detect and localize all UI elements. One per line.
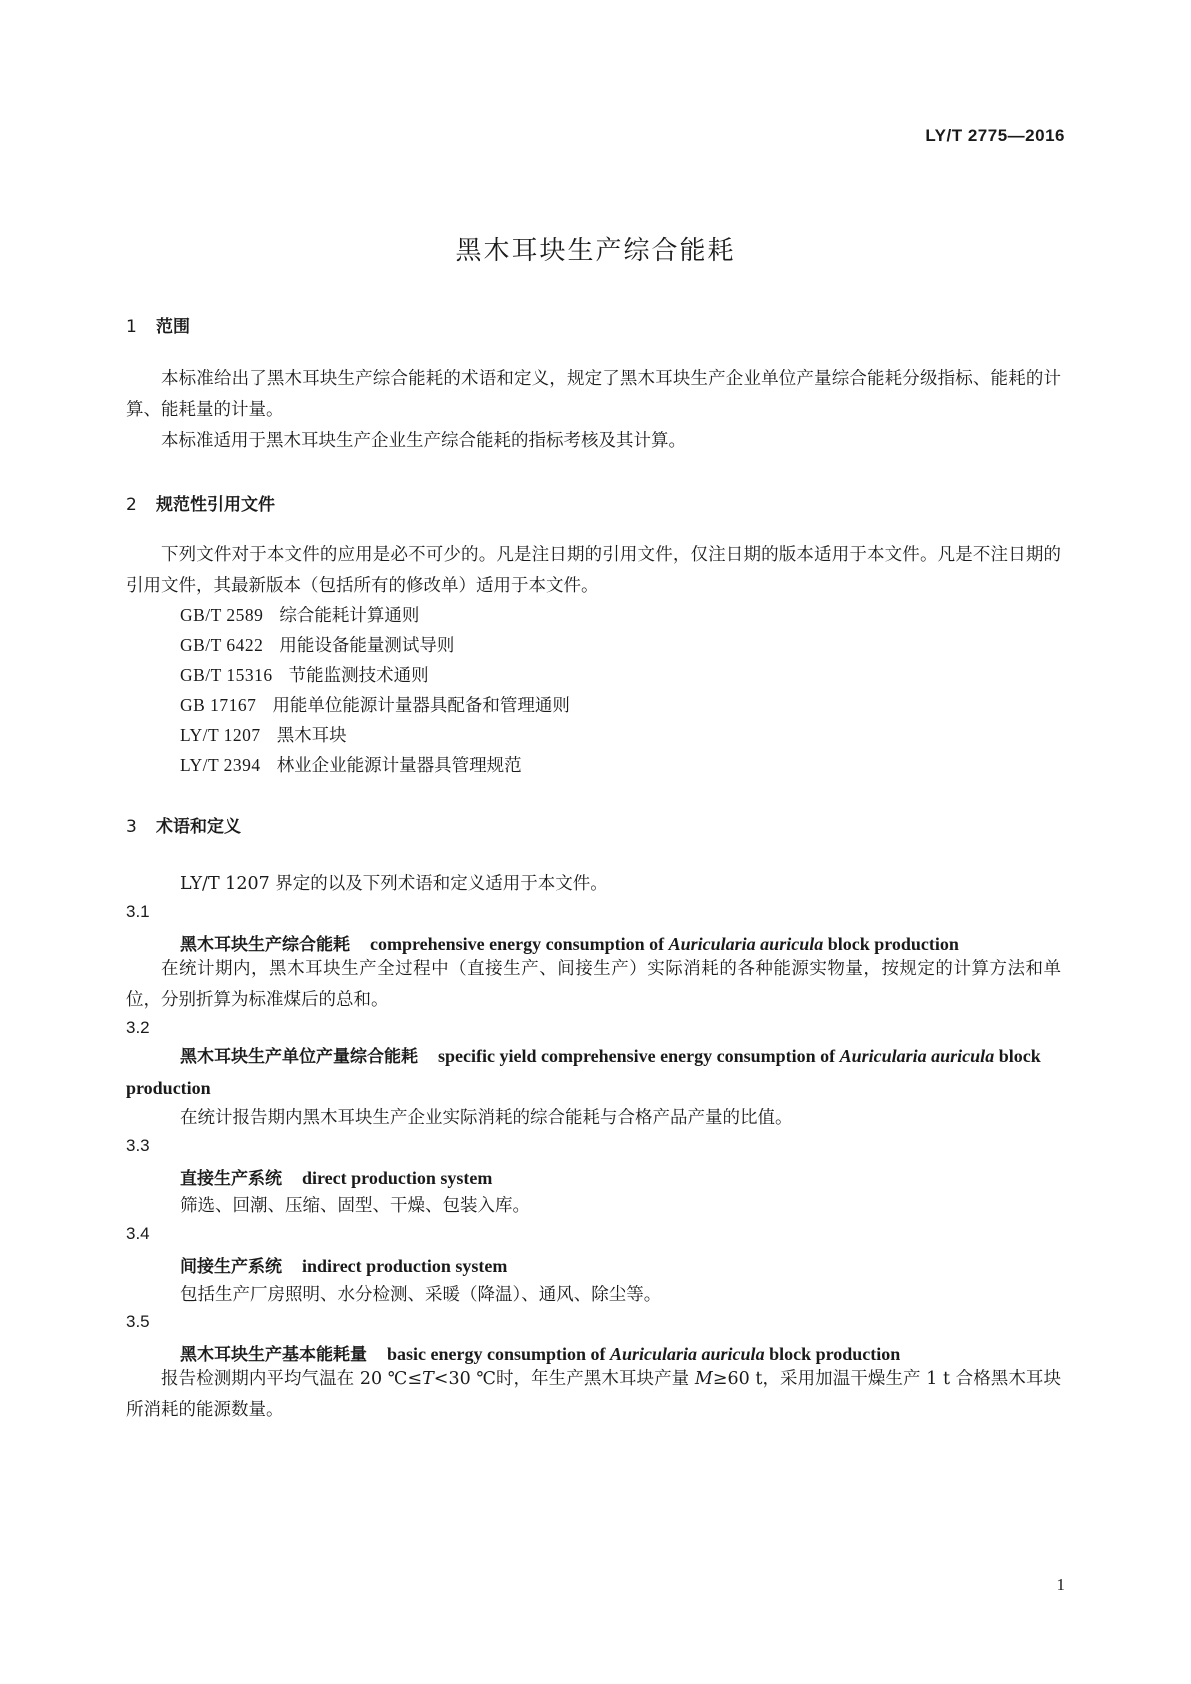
- clause-number: 3.4: [126, 1224, 150, 1243]
- reference-item: [180, 722, 347, 747]
- clause-number: 3.1: [126, 902, 150, 921]
- section-number: 2: [126, 495, 137, 515]
- section-number: 1: [126, 317, 137, 337]
- term-chinese: 黑木耳块生产基本能耗量: [180, 1345, 367, 1365]
- reference-code: GB/T 15316: [180, 665, 273, 685]
- reference-item: [180, 632, 454, 657]
- section-heading-scope: [126, 312, 190, 337]
- term-entry: [180, 930, 959, 955]
- definition-text: 报告检测期内平均气温在 20 ℃≤: [161, 1369, 423, 1389]
- scope-paragraph-1: 本标准给出了黑木耳块生产综合能耗的术语和定义，规定了黑木耳块生产企业单位产量综合能耗分级指标、能耗的计算、能耗量的计量。: [126, 369, 1061, 420]
- term-chinese: 间接生产系统: [180, 1257, 282, 1277]
- term-chinese: 黑木耳块生产单位产量综合能耗: [180, 1047, 418, 1067]
- page-title: 黑木耳块生产综合能耗: [455, 236, 736, 266]
- reference-item: [180, 752, 522, 777]
- reference-item: [180, 662, 429, 687]
- term-definition: [126, 1364, 1061, 1426]
- term-entry: [180, 1164, 492, 1189]
- reference-item: [180, 602, 419, 627]
- term-english: direct production system: [302, 1168, 493, 1188]
- term-chinese: 直接生产系统: [180, 1169, 282, 1189]
- reference-code: GB 17167: [180, 695, 257, 715]
- term-definition: 筛选、回潮、压缩、固型、干燥、包装入库。: [180, 1196, 530, 1216]
- term-english-part: basic energy consumption of: [387, 1344, 606, 1364]
- section-title: 术语和定义: [156, 817, 241, 837]
- section-heading-terms-definitions: [126, 812, 241, 837]
- term-english-part: block production: [827, 934, 959, 954]
- term-entry: [180, 1340, 900, 1365]
- term-english-italic: Auricularia auricula: [668, 934, 824, 954]
- reference-title: 黑木耳块: [276, 726, 347, 746]
- clause-number: 3.5: [126, 1312, 150, 1331]
- term-english-italic: Auricularia auricula: [610, 1344, 765, 1364]
- term-english-part: comprehensive energy consumption of: [370, 934, 665, 954]
- reference-code: GB/T 6422: [180, 635, 264, 655]
- standard-code: LY/T 2775—2016: [925, 126, 1065, 145]
- reference-title: 用能设备能量测试导则: [279, 636, 455, 656]
- term-english-part: block production: [126, 1046, 1041, 1098]
- term-chinese: 黑木耳块生产综合能耗: [180, 935, 350, 955]
- scope-paragraph-2: 本标准适用于黑木耳块生产企业生产综合能耗的指标考核及其计算。: [161, 431, 686, 451]
- term-entry: [180, 1252, 507, 1277]
- term-english: [387, 1344, 900, 1364]
- page-number: 1: [1056, 1575, 1065, 1594]
- terms-intro: LY/T 1207 界定的以及下列术语和定义适用于本文件。: [180, 874, 608, 894]
- definition-text: <30 ℃时，年生产黑木耳块产量: [433, 1369, 695, 1389]
- definition-text: ≥60 t，采用加温干燥生产 1 t 合格黑木耳块所消耗的能源数量。: [126, 1369, 1061, 1420]
- section-number: 3: [126, 817, 137, 837]
- reference-title: 节能监测技术通则: [288, 666, 429, 686]
- term-english: indirect production system: [302, 1256, 508, 1276]
- term-definition: 包括生产厂房照明、水分检测、采暖（降温）、通风、除尘等。: [180, 1285, 662, 1305]
- section-heading-normative-references: [126, 490, 275, 515]
- term-english-part: specific yield comprehensive energy consumption of: [438, 1046, 836, 1066]
- clause-number: 3.2: [126, 1018, 150, 1037]
- term-english-part: block production: [769, 1344, 901, 1364]
- reference-item: [180, 692, 570, 717]
- clause-number: 3.3: [126, 1136, 150, 1155]
- term-definition: 在统计期内，黑木耳块生产全过程中（直接生产、间接生产）实际消耗的各种能源实物量，按规定的计算方法和单位，分别折算为标准煤后的总和。: [126, 959, 1061, 1010]
- term-entry: [126, 1041, 1061, 1105]
- section-title: 规范性引用文件: [156, 495, 275, 515]
- variable-M: M: [694, 1369, 713, 1389]
- term-english-italic: Auricularia auricula: [839, 1046, 995, 1066]
- reference-title: 用能单位能源计量器具配备和管理通则: [272, 696, 570, 716]
- reference-title: 林业企业能源计量器具管理规范: [276, 756, 522, 776]
- reference-title: 综合能耗计算通则: [279, 606, 420, 626]
- variable-T: T: [422, 1369, 434, 1389]
- term-definition: 在统计报告期内黑木耳块生产企业实际消耗的综合能耗与合格产品产量的比值。: [180, 1108, 793, 1128]
- reference-code: GB/T 2589: [180, 605, 264, 625]
- section-title: 范围: [156, 317, 190, 337]
- reference-code: LY/T 1207: [180, 725, 261, 745]
- references-intro: 下列文件对于本文件的应用是必不可少的。凡是注日期的引用文件，仅注日期的版本适用于本文件。凡是不注日期的引用文件，其最新版本（包括所有的修改单）适用于本文件。: [126, 545, 1061, 596]
- term-english: [370, 934, 959, 954]
- reference-code: LY/T 2394: [180, 755, 261, 775]
